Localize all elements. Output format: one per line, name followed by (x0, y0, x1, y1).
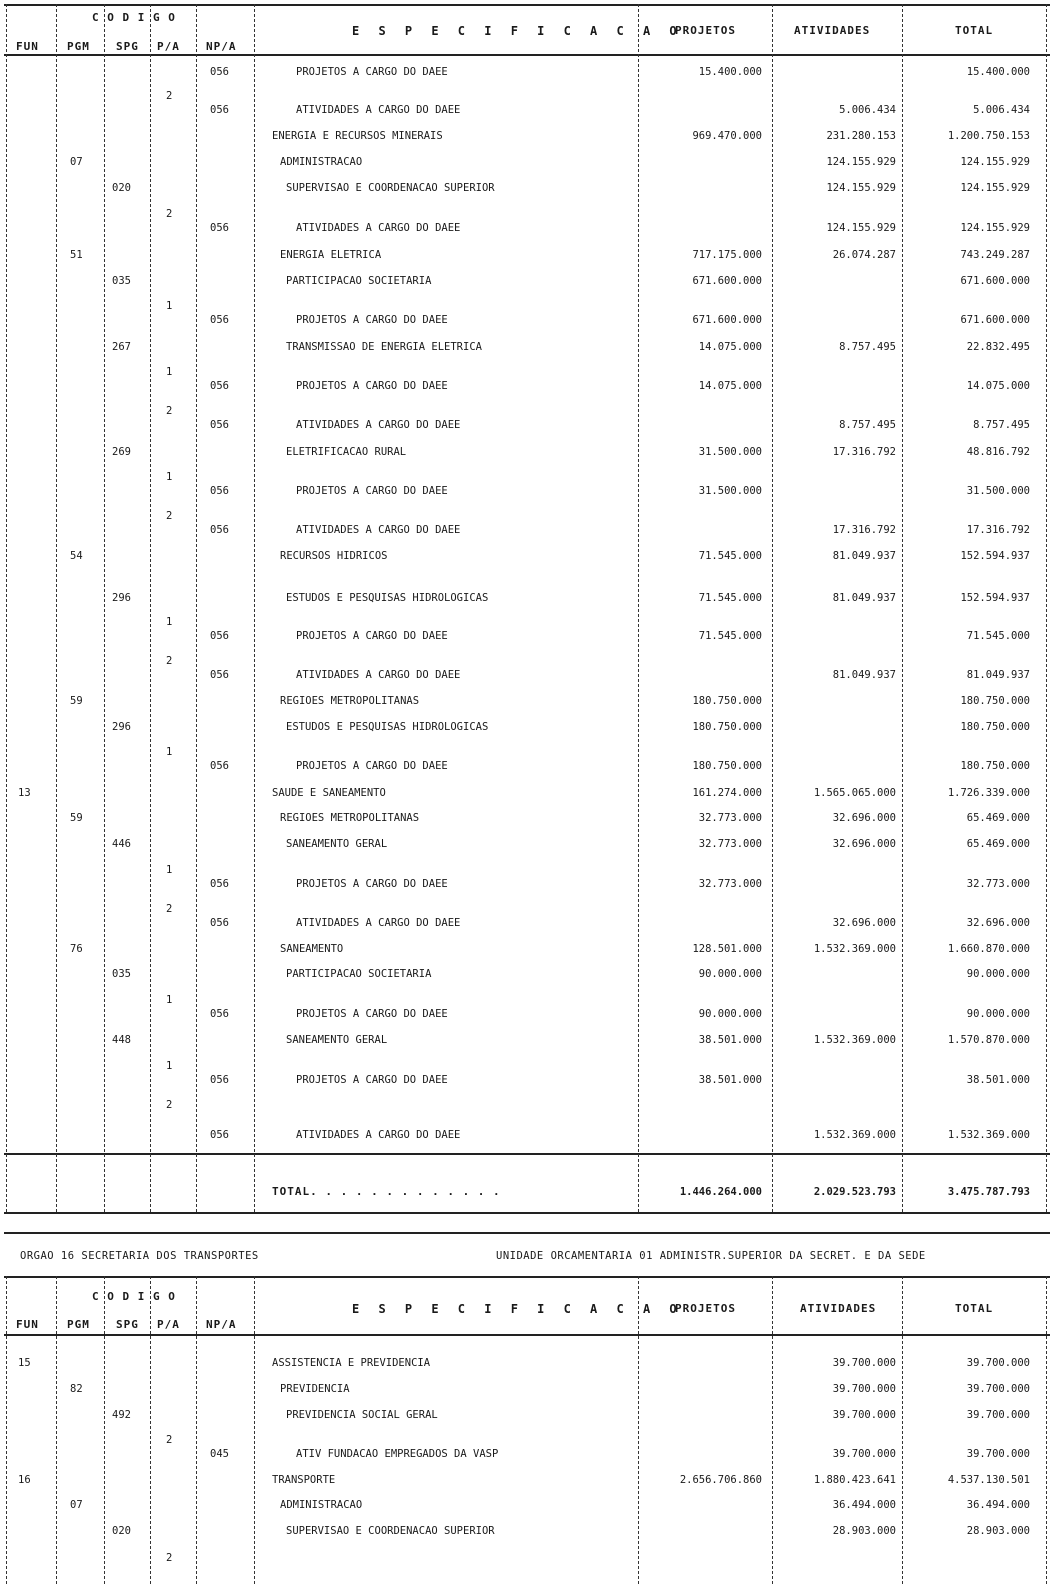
row-ativ-cell: 8.757.495 (839, 419, 896, 431)
row-npa-cell: 056 (210, 1129, 229, 1141)
row-ativ-cell: 39.700.000 (832, 1383, 896, 1395)
row-total-cell: 1.660.870.000 (947, 943, 1030, 955)
row-spec-cell: RECURSOS HIDRICOS (280, 550, 388, 562)
row-pgm-cell: 59 (70, 695, 83, 707)
row-ativ-cell: 1.532.369.000 (813, 1034, 896, 1046)
row-ativ-cell: 5.006.434 (839, 104, 896, 116)
grand-total-atividades: 2.029.523.793 (813, 1186, 896, 1198)
row-spg-cell: 035 (112, 275, 131, 287)
row-proj-cell: 90.000.000 (698, 1008, 762, 1020)
row-ativ-cell: 36.494.000 (832, 1499, 896, 1511)
row-spec-cell: ESTUDOS E PESQUISAS HIDROLOGICAS (286, 592, 489, 604)
column-rule (1046, 4, 1047, 1212)
row-pgm-cell: 51 (70, 249, 83, 261)
row-spg-cell: 296 (112, 721, 131, 733)
row-proj-cell: 180.750.000 (692, 721, 762, 733)
row-npa-cell: 056 (210, 419, 229, 431)
grand-total-projetos: 1.446.264.000 (679, 1186, 762, 1198)
row-proj-cell: 31.500.000 (698, 485, 762, 497)
column-rule (1046, 1276, 1047, 1584)
row-proj-cell: 671.600.000 (692, 314, 762, 326)
row-spec-cell: SAUDE E SANEAMENTO (272, 787, 386, 799)
row-proj-cell: 128.501.000 (692, 943, 762, 955)
row-spec-cell: SANEAMENTO GERAL (286, 1034, 388, 1046)
row-npa-cell: 045 (210, 1448, 229, 1460)
row-spec-cell: ELETRIFICACAO RURAL (286, 446, 407, 458)
projetos-header-2: PROJETOS (675, 1302, 736, 1315)
row-total-cell: 36.494.000 (966, 1499, 1030, 1511)
codigo-header-2: C O D I G O (92, 1290, 176, 1303)
row-total-cell: 743.249.287 (960, 249, 1030, 261)
row-spec-cell: PROJETOS A CARGO DO DAEE (296, 66, 448, 78)
row-pa-cell: 2 (166, 1434, 173, 1446)
row-spec-cell: PROJETOS A CARGO DO DAEE (296, 630, 448, 642)
column-rule (772, 1276, 773, 1584)
row-proj-cell: 14.075.000 (698, 341, 762, 353)
row-ativ-cell: 124.155.929 (826, 222, 896, 234)
row-ativ-cell: 1.565.065.000 (813, 787, 896, 799)
row-proj-cell: 32.773.000 (698, 838, 762, 850)
row-total-cell: 4.537.130.501 (947, 1474, 1030, 1486)
row-npa-cell: 056 (210, 878, 229, 890)
row-npa-cell: 056 (210, 380, 229, 392)
column-rule (6, 4, 7, 1212)
row-pa-cell: 2 (166, 1099, 173, 1111)
top-rule (4, 4, 1050, 6)
row-total-cell: 65.469.000 (966, 812, 1030, 824)
row-spg-cell: 296 (112, 592, 131, 604)
row-npa-cell: 056 (210, 1074, 229, 1086)
row-spec-cell: ATIVIDADES A CARGO DO DAEE (296, 419, 461, 431)
row-spec-cell: ATIVIDADES A CARGO DO DAEE (296, 669, 461, 681)
row-spec-cell: PARTICIPACAO SOCIETARIA (286, 968, 432, 980)
column-rule (638, 4, 639, 1212)
row-pa-cell: 1 (166, 864, 173, 876)
row-total-cell: 90.000.000 (966, 1008, 1030, 1020)
row-spec-cell: ENERGIA E RECURSOS MINERAIS (272, 130, 443, 142)
row-spg-cell: 269 (112, 446, 131, 458)
row-proj-cell: 717.175.000 (692, 249, 762, 261)
row-total-cell: 39.700.000 (966, 1409, 1030, 1421)
total-rule (4, 1212, 1050, 1214)
row-spec-cell: REGIOES METROPOLITANAS (280, 695, 420, 707)
row-spec-cell: PROJETOS A CARGO DO DAEE (296, 1074, 448, 1086)
col-fun-header: FUN (16, 40, 39, 53)
row-npa-cell: 056 (210, 524, 229, 536)
row-spec-cell: ESTUDOS E PESQUISAS HIDROLOGICAS (286, 721, 489, 733)
row-proj-cell: 14.075.000 (698, 380, 762, 392)
row-proj-cell: 180.750.000 (692, 695, 762, 707)
row-proj-cell: 31.500.000 (698, 446, 762, 458)
row-ativ-cell: 1.532.369.000 (813, 943, 896, 955)
row-spec-cell: ATIVIDADES A CARGO DO DAEE (296, 222, 461, 234)
table1-bottom-rule (4, 1153, 1050, 1155)
row-pgm-cell: 76 (70, 943, 83, 955)
row-npa-cell: 056 (210, 760, 229, 772)
row-fun-cell: 16 (18, 1474, 31, 1486)
row-pa-cell: 2 (166, 405, 173, 417)
column-rule (254, 1276, 255, 1584)
row-total-cell: 38.501.000 (966, 1074, 1030, 1086)
row-spec-cell: PROJETOS A CARGO DO DAEE (296, 380, 448, 392)
row-proj-cell: 71.545.000 (698, 592, 762, 604)
row-npa-cell: 056 (210, 917, 229, 929)
row-total-cell: 671.600.000 (960, 314, 1030, 326)
row-spg-cell: 035 (112, 968, 131, 980)
col-pa-header-2: P/A (157, 1318, 180, 1331)
row-spec-cell: PROJETOS A CARGO DO DAEE (296, 878, 448, 890)
row-total-cell: 180.750.000 (960, 695, 1030, 707)
row-spec-cell: PROJETOS A CARGO DO DAEE (296, 760, 448, 772)
row-pgm-cell: 54 (70, 550, 83, 562)
row-npa-cell: 056 (210, 669, 229, 681)
row-pa-cell: 2 (166, 903, 173, 915)
row-total-cell: 180.750.000 (960, 721, 1030, 733)
row-total-cell: 124.155.929 (960, 222, 1030, 234)
row-ativ-cell: 26.074.287 (832, 249, 896, 261)
row-ativ-cell: 39.700.000 (832, 1357, 896, 1369)
row-total-cell: 1.570.870.000 (947, 1034, 1030, 1046)
row-ativ-cell: 17.316.792 (832, 446, 896, 458)
row-total-cell: 32.696.000 (966, 917, 1030, 929)
col-pgm-header-2: PGM (67, 1318, 90, 1331)
column-rule (6, 1276, 7, 1584)
row-total-cell: 8.757.495 (973, 419, 1030, 431)
col-pgm-header: PGM (67, 40, 90, 53)
row-proj-cell: 71.545.000 (698, 630, 762, 642)
row-total-cell: 71.545.000 (966, 630, 1030, 642)
row-pa-cell: 2 (166, 1552, 173, 1564)
header-rule-2 (4, 1334, 1050, 1336)
row-ativ-cell: 28.903.000 (832, 1525, 896, 1537)
col-npa-header-2: NP/A (206, 1318, 237, 1331)
row-spec-cell: ADMINISTRACAO (280, 1499, 363, 1511)
row-spec-cell: ASSISTENCIA E PREVIDENCIA (272, 1357, 431, 1369)
header-rule (4, 54, 1050, 56)
column-rule (56, 4, 57, 1212)
row-npa-cell: 056 (210, 222, 229, 234)
row-proj-cell: 32.773.000 (698, 812, 762, 824)
row-spec-cell: PARTICIPACAO SOCIETARIA (286, 275, 432, 287)
row-spec-cell: PREVIDENCIA (280, 1383, 350, 1395)
row-spec-cell: ATIVIDADES A CARGO DO DAEE (296, 524, 461, 536)
row-spec-cell: ENERGIA ELETRICA (280, 249, 382, 261)
row-spg-cell: 267 (112, 341, 131, 353)
col-spg-header-2: SPG (116, 1318, 139, 1331)
row-npa-cell: 056 (210, 485, 229, 497)
row-spg-cell: 492 (112, 1409, 131, 1421)
row-ativ-cell: 124.155.929 (826, 182, 896, 194)
row-total-cell: 81.049.937 (966, 669, 1030, 681)
row-total-cell: 39.700.000 (966, 1383, 1030, 1395)
row-ativ-cell: 39.700.000 (832, 1409, 896, 1421)
row-fun-cell: 13 (18, 787, 31, 799)
column-rule (104, 1276, 105, 1584)
row-spg-cell: 446 (112, 838, 131, 850)
column-rule (56, 1276, 57, 1584)
row-spec-cell: REGIOES METROPOLITANAS (280, 812, 420, 824)
row-spg-cell: 020 (112, 1525, 131, 1537)
row-spec-cell: TRANSMISSAO DE ENERGIA ELETRICA (286, 341, 482, 353)
column-rule (104, 4, 105, 1212)
row-ativ-cell: 39.700.000 (832, 1448, 896, 1460)
row-ativ-cell: 32.696.000 (832, 838, 896, 850)
row-npa-cell: 056 (210, 314, 229, 326)
especificacao-header: E S P E C I F I C A C A O (352, 24, 683, 38)
row-total-cell: 15.400.000 (966, 66, 1030, 78)
row-spec-cell: ATIVIDADES A CARGO DO DAEE (296, 917, 461, 929)
row-total-cell: 124.155.929 (960, 182, 1030, 194)
row-total-cell: 17.316.792 (966, 524, 1030, 536)
row-pa-cell: 1 (166, 366, 173, 378)
row-ativ-cell: 81.049.937 (832, 550, 896, 562)
row-proj-cell: 38.501.000 (698, 1074, 762, 1086)
row-spec-cell: PROJETOS A CARGO DO DAEE (296, 485, 448, 497)
column-rule (196, 1276, 197, 1584)
row-spec-cell: SANEAMENTO GERAL (286, 838, 388, 850)
row-pa-cell: 2 (166, 655, 173, 667)
row-ativ-cell: 32.696.000 (832, 917, 896, 929)
row-spec-cell: SANEAMENTO (280, 943, 344, 955)
row-spec-cell: ATIVIDADES A CARGO DO DAEE (296, 1129, 461, 1141)
row-total-cell: 31.500.000 (966, 485, 1030, 497)
total-header: TOTAL (955, 24, 994, 37)
row-ativ-cell: 124.155.929 (826, 156, 896, 168)
row-total-cell: 28.903.000 (966, 1525, 1030, 1537)
row-total-cell: 124.155.929 (960, 156, 1030, 168)
row-total-cell: 5.006.434 (973, 104, 1030, 116)
grand-total-total: 3.475.787.793 (947, 1186, 1030, 1198)
grand-total-label: TOTAL. . . . . . . . . . . . . (272, 1185, 501, 1198)
row-spec-cell: TRANSPORTE (272, 1474, 336, 1486)
row-proj-cell: 15.400.000 (698, 66, 762, 78)
row-total-cell: 1.200.750.153 (947, 130, 1030, 142)
especificacao-header-2: E S P E C I F I C A C A O (352, 1302, 683, 1316)
row-total-cell: 32.773.000 (966, 878, 1030, 890)
col-fun-header-2: FUN (16, 1318, 39, 1331)
row-ativ-cell: 81.049.937 (832, 592, 896, 604)
row-npa-cell: 056 (210, 1008, 229, 1020)
row-total-cell: 180.750.000 (960, 760, 1030, 772)
row-proj-cell: 671.600.000 (692, 275, 762, 287)
row-total-cell: 14.075.000 (966, 380, 1030, 392)
row-total-cell: 48.816.792 (966, 446, 1030, 458)
row-total-cell: 65.469.000 (966, 838, 1030, 850)
row-total-cell: 90.000.000 (966, 968, 1030, 980)
column-rule (772, 4, 773, 1212)
projetos-header: PROJETOS (675, 24, 736, 37)
row-total-cell: 152.594.937 (960, 592, 1030, 604)
column-rule (902, 1276, 903, 1584)
agency-top-rule (4, 1232, 1050, 1234)
row-pgm-cell: 59 (70, 812, 83, 824)
row-pgm-cell: 07 (70, 156, 83, 168)
atividades-header-2: ATIVIDADES (800, 1302, 877, 1315)
row-pa-cell: 1 (166, 746, 173, 758)
row-ativ-cell: 32.696.000 (832, 812, 896, 824)
row-ativ-cell: 1.880.423.641 (813, 1474, 896, 1486)
row-proj-cell: 38.501.000 (698, 1034, 762, 1046)
row-total-cell: 22.832.495 (966, 341, 1030, 353)
row-pa-cell: 2 (166, 90, 173, 102)
row-spec-cell: ADMINISTRACAO (280, 156, 363, 168)
column-rule (902, 4, 903, 1212)
row-total-cell: 152.594.937 (960, 550, 1030, 562)
col-npa-header: NP/A (206, 40, 237, 53)
atividades-header: ATIVIDADES (794, 24, 871, 37)
row-pa-cell: 1 (166, 471, 173, 483)
unidade-label: UNIDADE ORCAMENTARIA 01 ADMINISTR.SUPERIOR DA SECRET. E DA SEDE (496, 1250, 926, 1262)
row-pa-cell: 1 (166, 994, 173, 1006)
column-rule (254, 4, 255, 1212)
row-total-cell: 1.532.369.000 (947, 1129, 1030, 1141)
row-spg-cell: 448 (112, 1034, 131, 1046)
codigo-header: C O D I G O (92, 11, 176, 24)
row-total-cell: 1.726.339.000 (947, 787, 1030, 799)
row-spec-cell: PREVIDENCIA SOCIAL GERAL (286, 1409, 438, 1421)
column-rule (150, 4, 151, 1212)
column-rule (150, 1276, 151, 1584)
row-proj-cell: 2.656.706.860 (679, 1474, 762, 1486)
row-proj-cell: 161.274.000 (692, 787, 762, 799)
column-rule (196, 4, 197, 1212)
agency-bottom-rule (4, 1276, 1050, 1278)
row-fun-cell: 15 (18, 1357, 31, 1369)
row-pa-cell: 1 (166, 300, 173, 312)
row-pa-cell: 1 (166, 1060, 173, 1072)
row-total-cell: 39.700.000 (966, 1448, 1030, 1460)
row-total-cell: 39.700.000 (966, 1357, 1030, 1369)
row-pgm-cell: 07 (70, 1499, 83, 1511)
row-spec-cell: SUPERVISAO E COORDENACAO SUPERIOR (286, 182, 495, 194)
row-total-cell: 671.600.000 (960, 275, 1030, 287)
row-npa-cell: 056 (210, 104, 229, 116)
row-spg-cell: 020 (112, 182, 131, 194)
column-rule (638, 1276, 639, 1584)
row-ativ-cell: 1.532.369.000 (813, 1129, 896, 1141)
row-ativ-cell: 231.280.153 (826, 130, 896, 142)
row-spec-cell: SUPERVISAO E COORDENACAO SUPERIOR (286, 1525, 495, 1537)
row-proj-cell: 71.545.000 (698, 550, 762, 562)
row-spec-cell: ATIVIDADES A CARGO DO DAEE (296, 104, 461, 116)
row-npa-cell: 056 (210, 66, 229, 78)
row-proj-cell: 969.470.000 (692, 130, 762, 142)
row-spec-cell: ATIV FUNDACAO EMPREGADOS DA VASP (296, 1448, 499, 1460)
row-ativ-cell: 17.316.792 (832, 524, 896, 536)
row-ativ-cell: 8.757.495 (839, 341, 896, 353)
row-pa-cell: 2 (166, 208, 173, 220)
row-proj-cell: 32.773.000 (698, 878, 762, 890)
total-header-2: TOTAL (955, 1302, 994, 1315)
orgao-label: ORGAO 16 SECRETARIA DOS TRANSPORTES (20, 1250, 259, 1262)
row-pa-cell: 1 (166, 616, 173, 628)
row-pgm-cell: 82 (70, 1383, 83, 1395)
row-ativ-cell: 81.049.937 (832, 669, 896, 681)
row-pa-cell: 2 (166, 510, 173, 522)
col-spg-header: SPG (116, 40, 139, 53)
col-pa-header: P/A (157, 40, 180, 53)
row-spec-cell: PROJETOS A CARGO DO DAEE (296, 314, 448, 326)
row-proj-cell: 90.000.000 (698, 968, 762, 980)
row-npa-cell: 056 (210, 630, 229, 642)
row-proj-cell: 180.750.000 (692, 760, 762, 772)
row-spec-cell: PROJETOS A CARGO DO DAEE (296, 1008, 448, 1020)
